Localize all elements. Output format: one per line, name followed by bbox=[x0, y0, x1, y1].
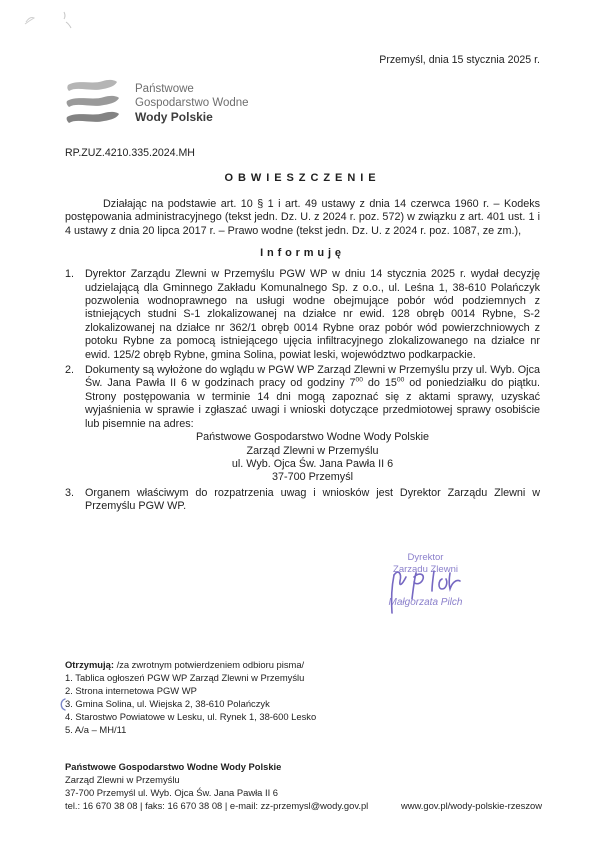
item2-text-end: od poniedziałku do piątku. Strony postępowania w terminie 14 dni mogą zapoznać się z aktami sprawy, uzyskać wyjaśnienia w sprawie i zgłaszać uwagi i wnioski dotyczące przedmiotowej sprawy osobiście lub pisemnie na adres: bbox=[85, 377, 540, 430]
item2-sup-hours-open: 00 bbox=[355, 376, 363, 384]
signature-stamp bbox=[338, 552, 513, 609]
signature-name: Małgorzata Pilch bbox=[388, 597, 463, 608]
wody-polskie-logo-icon bbox=[65, 77, 125, 129]
signature-role-line-2: Zarządu Zlewni bbox=[393, 563, 458, 575]
distribution-item-3 bbox=[65, 697, 316, 710]
list-number: 2. bbox=[65, 364, 75, 377]
footer-address: 37-700 Przemyśl ul. Wyb. Ojca Św. Jana Pawła II 6 bbox=[65, 787, 279, 798]
footer-left bbox=[65, 760, 368, 812]
distribution-item-4: 4. Starostwo Powiatowe w Lesku, ul. Rynek 1, 38-600 Lesko bbox=[65, 711, 317, 722]
logo-line-3: Wody Polskie bbox=[135, 110, 213, 124]
distribution-header bbox=[65, 658, 316, 671]
distribution-item-3-text: 3. Gmina Solina, ul. Wiejska 2, 38-610 Polańczyk bbox=[65, 698, 270, 709]
letterhead bbox=[65, 75, 540, 131]
address-line-3: ul. Wyb. Ojca Św. Jana Pawła II 6 bbox=[231, 457, 394, 470]
numbered-list bbox=[65, 268, 540, 513]
address-line-4: 37-700 Przemyśl bbox=[271, 471, 353, 484]
list-number: 1. bbox=[65, 268, 75, 281]
distribution-label: Otrzymują: bbox=[65, 659, 114, 670]
item2-text-start: Dokumenty są wyłożone do wglądu w PGW WP Zarząd Zlewni w Przemyślu przy ul. Wyb. Ojca Św. Jana Pawła II 6 w godzinach pracy od godziny 7 bbox=[85, 364, 540, 390]
date-line: Przemyśl, dnia 15 stycznia 2025 r. bbox=[379, 54, 540, 66]
distribution-item-1: 1. Tablica ogłoszeń PGW WP Zarząd Zlewni w Przemyślu bbox=[65, 672, 305, 683]
reference-number: RP.ZUZ.4210.335.2024.MH bbox=[65, 147, 195, 159]
document-title: OBWIESZCZENIE bbox=[224, 172, 381, 184]
list-item-3 bbox=[65, 487, 540, 514]
distribution-item-5: 5. A/a – MH/11 bbox=[65, 724, 127, 735]
intro-paragraph: Działając na podstawie art. 10 § 1 i art. 49 ustawy z dnia 14 czerwca 1960 r. – Kodeks postępowania administracyjnego (tekst jedn. Dz. U. z 2024 r. poz. 572) w związku z art. 401 ust. 1 i 4 ustawy z dnia 20 lipca 2017 r. – Prawo wodne (tekst jedn. Dz. U. z 2024 r. poz. 1087, ze zm.), bbox=[65, 198, 540, 237]
footer-unit: Zarząd Zlewni w Przemyślu bbox=[65, 774, 180, 785]
logo-text bbox=[135, 82, 249, 124]
list-item-text: Organem właściwym do rozpatrzenia uwag i wniosków jest Dyrektor Zarządu Zlewni w Przemyślu PGW WP. bbox=[85, 486, 540, 513]
address-line-1: Państwowe Gospodarstwo Wodne Wody Polskie bbox=[195, 431, 430, 444]
list-item-1 bbox=[65, 268, 540, 362]
logo-line-1: Państwowe bbox=[135, 83, 194, 95]
distribution-list bbox=[65, 658, 316, 736]
list-item-2 bbox=[65, 364, 540, 485]
address-line-2: Zarząd Zlewni w Przemyślu bbox=[246, 444, 379, 457]
distribution-item-2: 2. Strona internetowa PGW WP bbox=[65, 685, 197, 696]
list-number: 3. bbox=[65, 486, 75, 499]
item2-sup-hours-close: 00 bbox=[396, 376, 405, 384]
handwritten-signature-icon bbox=[376, 565, 476, 617]
logo-line-2: Gospodarstwo Wodne bbox=[135, 97, 249, 109]
list-item-text bbox=[85, 364, 540, 485]
pen-smudge-marks bbox=[18, 6, 108, 36]
distribution-note: /za zwrotnym potwierdzeniem odbioru pisma/ bbox=[113, 659, 305, 670]
list-item-text: Dyrektor Zarządu Zlewni w Przemyślu PGW WP w dniu 14 stycznia 2025 r. wydał decyzję udzielającą dla Gminnego Zakładu Komunalnego Sp. z o.o., ul. Leśna 1, 38-610 Polańczyk pozwolenia wodnoprawnego na usługi wodne obejmujące pobór wód podziemnych z istniejących studni S-1 zlokalizowanej na działce nr ewid. 128 obręb 0014 Rybne, S-2 zlokalizowanej na działce nr 362/1 obręb 0014 Rybne oraz pobór wód powierzchniowych z potoku Rybne za pomocą istniejącego ujęcia infiltracyjnego zlokalizowanego na działce nr ewid. 125/2 obręb Rybne, gmina Solina, powiat leski, województwo podkarpackie. bbox=[85, 268, 540, 361]
footer-website: www.gov.pl/wody-polskie-rzeszow bbox=[400, 800, 542, 811]
informuje-heading: Informuję bbox=[260, 247, 345, 260]
item2-text-mid: do 15 bbox=[362, 377, 397, 390]
footer-contact: tel.: 16 670 38 08 | faks: 16 670 38 08 | e-mail: zz-przemysl@wody.gov.pl bbox=[65, 800, 369, 811]
signature-role-line-1: Dyrektor bbox=[407, 552, 444, 563]
footer bbox=[65, 760, 542, 812]
footer-org-name: Państwowe Gospodarstwo Wodne Wody Polskie bbox=[65, 761, 282, 772]
